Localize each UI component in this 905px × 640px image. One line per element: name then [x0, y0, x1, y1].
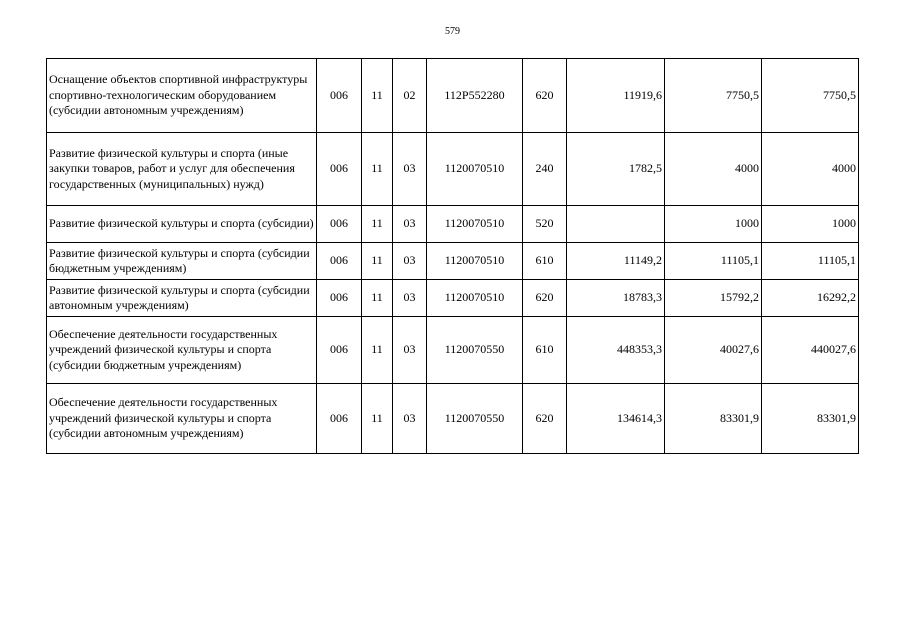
table-row: [47, 280, 859, 317]
amount-3: 1000: [762, 206, 859, 243]
row-name: Обеспечение деятельности государственных учреждений физической культуры и спорта (субсидии бюджетным учреждениям): [47, 317, 317, 384]
amount-2: 7750,5: [665, 59, 762, 133]
subsection-code: 02: [393, 59, 427, 133]
expense-type-code: 610: [523, 317, 567, 384]
amount-3: 11105,1: [762, 243, 859, 280]
section-code: 11: [362, 59, 393, 133]
ministry-code: 006: [317, 280, 362, 317]
amount-1: 11149,2: [567, 243, 665, 280]
expense-type-code: 620: [523, 384, 567, 454]
amount-2: 4000: [665, 133, 762, 206]
amount-3: 7750,5: [762, 59, 859, 133]
page-number: 579: [445, 26, 460, 37]
ministry-code: 006: [317, 133, 362, 206]
subsection-code: 03: [393, 206, 427, 243]
amount-2: 1000: [665, 206, 762, 243]
subsection-code: 03: [393, 280, 427, 317]
amount-2: 40027,6: [665, 317, 762, 384]
target-code: 1120070550: [427, 317, 523, 384]
section-code: 11: [362, 133, 393, 206]
row-name: Развитие физической культуры и спорта (субсидии автономным учреждениям): [47, 280, 317, 317]
amount-2: 11105,1: [665, 243, 762, 280]
amount-2: 83301,9: [665, 384, 762, 454]
target-code: 1120070510: [427, 133, 523, 206]
ministry-code: 006: [317, 317, 362, 384]
target-code: 1120070550: [427, 384, 523, 454]
subsection-code: 03: [393, 384, 427, 454]
amount-2: 15792,2: [665, 280, 762, 317]
section-code: 11: [362, 243, 393, 280]
expense-type-code: 610: [523, 243, 567, 280]
expense-type-code: 520: [523, 206, 567, 243]
amount-1: 134614,3: [567, 384, 665, 454]
target-code: 1120070510: [427, 206, 523, 243]
ministry-code: 006: [317, 243, 362, 280]
table-row: [47, 243, 859, 280]
target-code: 1120070510: [427, 280, 523, 317]
table-row: [47, 59, 859, 133]
amount-3: 16292,2: [762, 280, 859, 317]
amount-1: 1782,5: [567, 133, 665, 206]
table-row: [47, 317, 859, 384]
section-code: 11: [362, 317, 393, 384]
amount-1: [567, 206, 665, 243]
table-row: [47, 206, 859, 243]
amount-1: 11919,6: [567, 59, 665, 133]
amount-3: 83301,9: [762, 384, 859, 454]
target-code: 112P552280: [427, 59, 523, 133]
section-code: 11: [362, 384, 393, 454]
amount-3: 440027,6: [762, 317, 859, 384]
section-code: 11: [362, 280, 393, 317]
row-name: Обеспечение деятельности государственных учреждений физической культуры и спорта (субсидии автономным учреждениям): [47, 384, 317, 454]
subsection-code: 03: [393, 317, 427, 384]
row-name: Развитие физической культуры и спорта (субсидии): [47, 206, 317, 243]
subsection-code: 03: [393, 133, 427, 206]
section-code: 11: [362, 206, 393, 243]
row-name: Развитие физической культуры и спорта (иные закупки товаров, работ и услуг для обеспечения государственных (муниципальных) нужд): [47, 133, 317, 206]
amount-3: 4000: [762, 133, 859, 206]
ministry-code: 006: [317, 206, 362, 243]
target-code: 1120070510: [427, 243, 523, 280]
amount-1: 448353,3: [567, 317, 665, 384]
expense-type-code: 240: [523, 133, 567, 206]
expense-type-code: 620: [523, 59, 567, 133]
budget-table: [46, 58, 859, 454]
table-row: [47, 133, 859, 206]
ministry-code: 006: [317, 59, 362, 133]
table-row: [47, 384, 859, 454]
amount-1: 18783,3: [567, 280, 665, 317]
expense-type-code: 620: [523, 280, 567, 317]
row-name: Развитие физической культуры и спорта (субсидии бюджетным учреждениям): [47, 243, 317, 280]
subsection-code: 03: [393, 243, 427, 280]
ministry-code: 006: [317, 384, 362, 454]
row-name: Оснащение объектов спортивной инфраструктуры спортивно-технологическим оборудованием (субсидии автономным учреждениям): [47, 59, 317, 133]
